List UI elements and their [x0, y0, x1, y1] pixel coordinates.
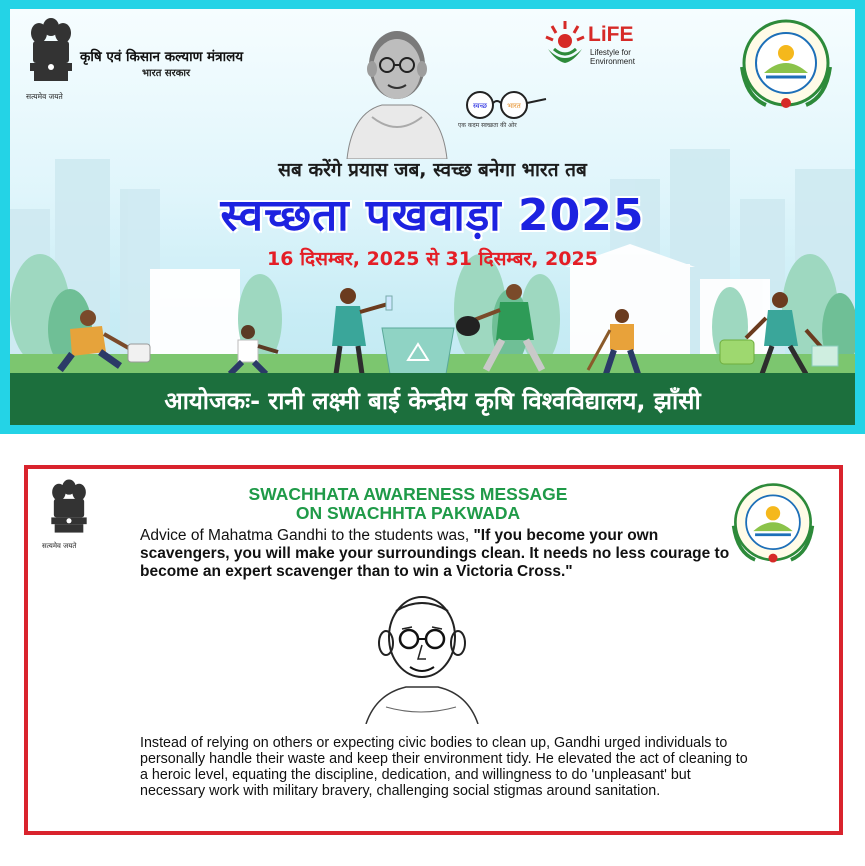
svg-text:स्वच्छ: स्वच्छ — [472, 102, 488, 110]
emblem-motto: सत्यमेव जयते — [42, 542, 77, 550]
university-seal-icon — [736, 17, 836, 113]
ministry-subtitle: भारत सरकार — [142, 68, 191, 79]
swachh-bharat-tagline: एक कदम स्वच्छता की ओर — [458, 122, 517, 129]
message-title-line1: SWACHHATA AWARENESS MESSAGE — [248, 484, 568, 504]
ministry-name: कृषि एवं किसान कल्याण मंत्रालय — [80, 49, 244, 65]
organizer-text: आयोजकः- रानी लक्ष्मी बाई केन्द्रीय कृषि विश्वविद्यालय, झाँसी — [164, 387, 701, 415]
life-logo-word: LiFE — [588, 23, 634, 46]
national-emblem-icon — [24, 15, 78, 91]
national-emblem-icon — [44, 477, 94, 541]
life-logo-tagline: Lifestyle for Environment — [590, 48, 635, 66]
emblem-motto: सत्यमेव जयते — [26, 92, 63, 101]
life-logo — [544, 19, 664, 77]
banner-panel — [10, 9, 855, 425]
svg-text:भारत: भारत — [507, 102, 521, 110]
cleaning-people-illustration — [10, 274, 855, 374]
university-seal-icon — [728, 481, 818, 567]
swachh-bharat-glasses-icon — [456, 89, 548, 121]
banner-title: स्वच्छता पखवाड़ा 2025 — [220, 190, 645, 241]
banner-dates: 16 दिसम्बर, 2025 से 31 दिसम्बर, 2025 — [267, 248, 598, 270]
gandhi-advice-paragraph — [140, 527, 740, 581]
gandhi-sketch-image — [346, 589, 496, 724]
life-logo-icon — [544, 19, 586, 67]
advice-intro: Advice of Mahatma Gandhi to the students was, — [140, 527, 474, 544]
gandhi-portrait-image — [342, 17, 452, 159]
message-title-line2: ON SWACHHTA PAKWADA — [295, 503, 521, 523]
gandhi-quote: "If you become your own scavengers, you will make your surroundings clean. It needs no less courage to become an expert scavenger than to win a Victoria Cross." — [140, 527, 730, 580]
ministry-block — [24, 15, 274, 105]
awareness-message-card — [24, 465, 843, 835]
message-title — [178, 485, 638, 523]
gandhi-message-body: Instead of relying on others or expecting civic bodies to clean up, Gandhi urged individuals to personally handle their waste and keep their environment tidy. He elevated the act of cleaning to a heroic level, equating the discipline, dedication, and willingness to do 'unpleasant' but necessary work with military bravery, challenging social stigmas around sanitation. — [140, 735, 748, 799]
banner-slogan: सब करेंगे प्रयास जब, स्वच्छ बनेगा भारत तब — [278, 159, 587, 181]
